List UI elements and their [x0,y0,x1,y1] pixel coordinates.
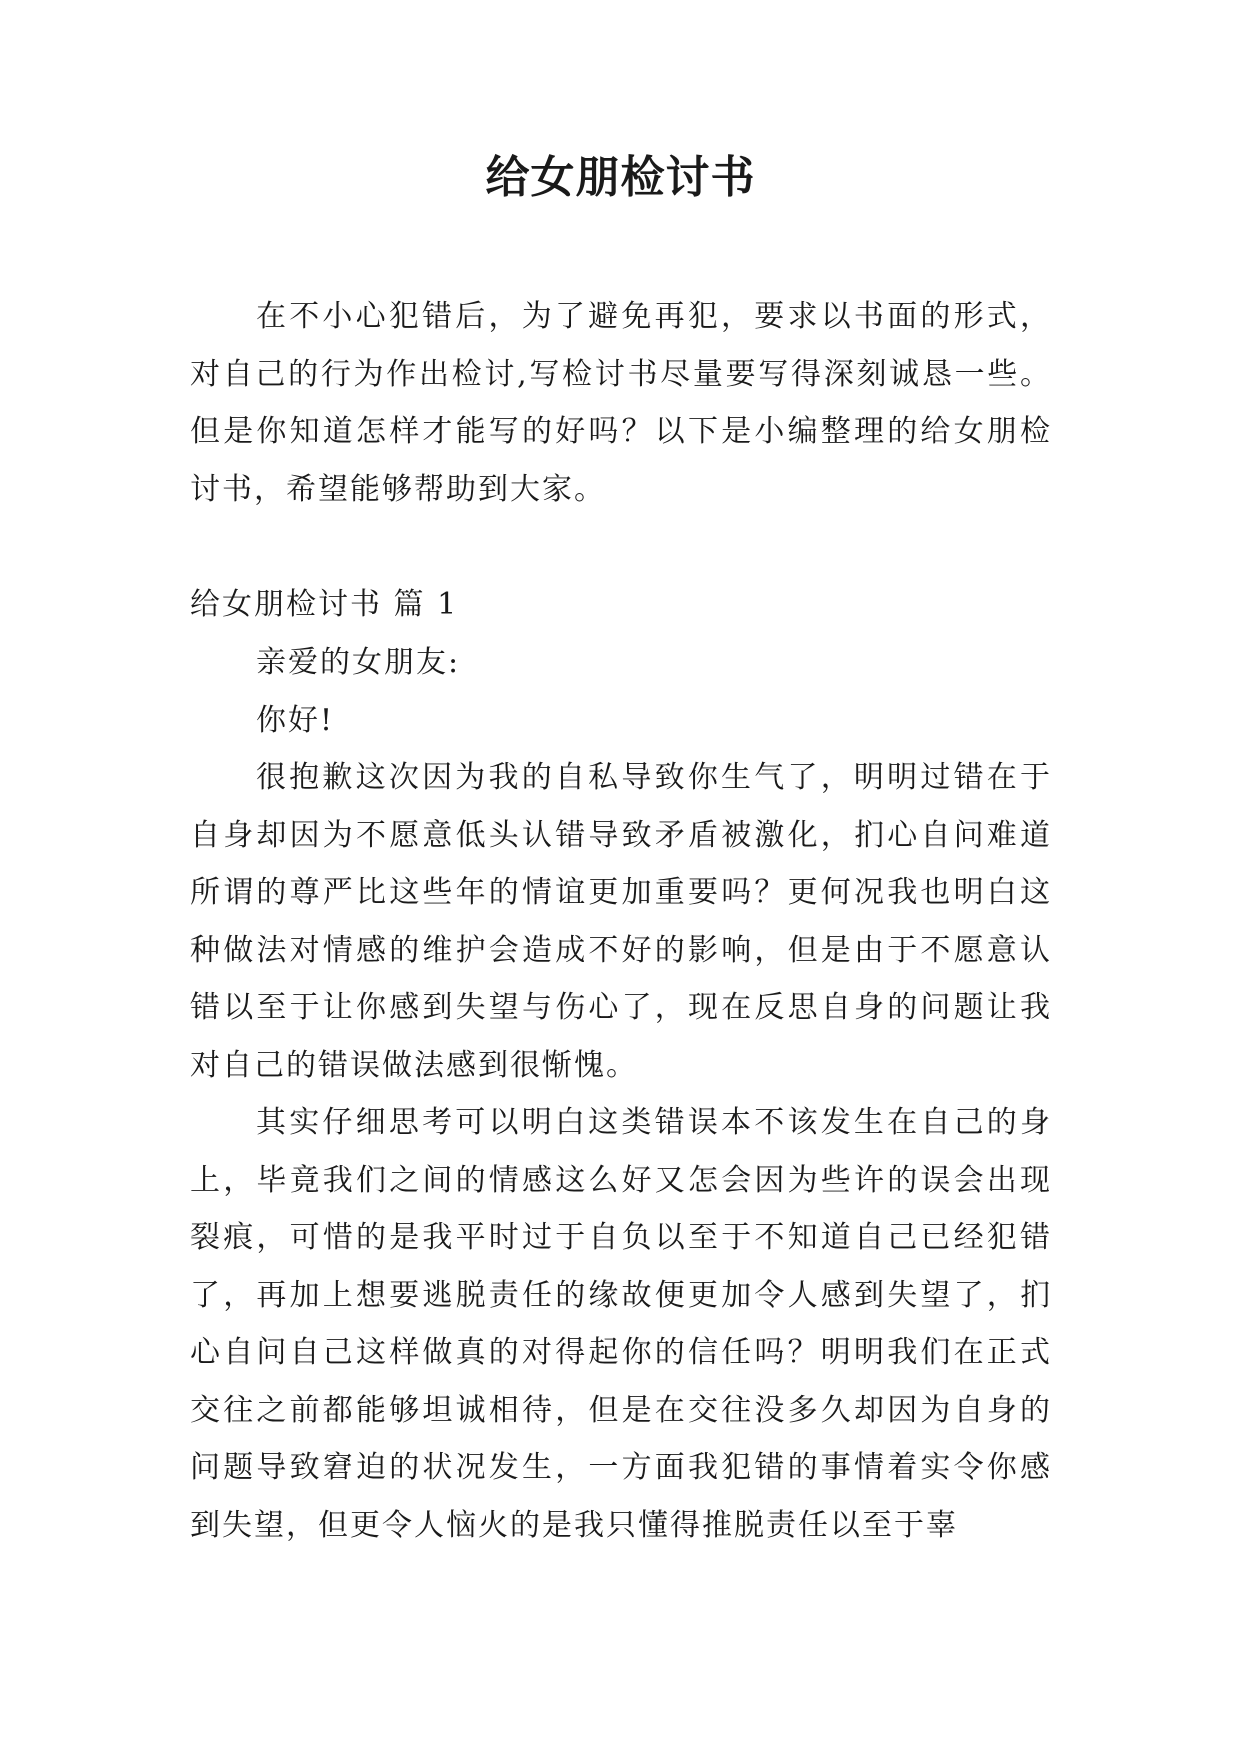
letter-paragraph-1: 很抱歉这次因为我的自私导致你生气了，明明过错在于自身却因为不愿意低头认错导致矛盾被激化，扪心自问难道所谓的尊严比这些年的情谊更加重要吗？更何况我也明白这种做法对情感的维护会造成不好的影响，但是由于不愿意认错以至于让你感到失望与伤心了，现在反思自身的问题让我对自己的错误做法感到很惭愧。 [190,760,1052,1083]
section-heading: 给女朋检讨书 篇 1 [190,587,459,622]
letter-paragraph-2: 其实仔细思考可以明白这类错误本不该发生在自己的身上，毕竟我们之间的情感这么好又怎会因为些许的误会出现裂痕，可惜的是我平时过于自负以至于不知道自己已经犯错了，再加上想要逃脱责任的缘故便更加令人感到失望了，扪心自问自己这样做真的对得起你的信任吗？明明我们在正式交往之前都能够坦诚相待，但是在交往没多久却因为自身的问题导致窘迫的状况发生，一方面我犯错的事情着实令你感到失望，但更令人恼火的是我只懂得推脱责任以至于辜 [190,1105,1052,1543]
letter-salutation: 亲爱的女朋友: [256,645,461,680]
letter-greeting: 你好! [256,702,335,738]
intro-paragraph: 在不小心犯错后，为了避免再犯，要求以书面的形式，对自己的行为作出检讨,写检讨书尽量要写得深刻诚恳一些。但是你知道怎样才能写的好吗？以下是小编整理的给女朋检讨书，希望能够帮助到大家。 [190,299,1052,507]
letter-body [190,634,1052,1554]
document-title: 给女朋检讨书 [485,152,756,203]
